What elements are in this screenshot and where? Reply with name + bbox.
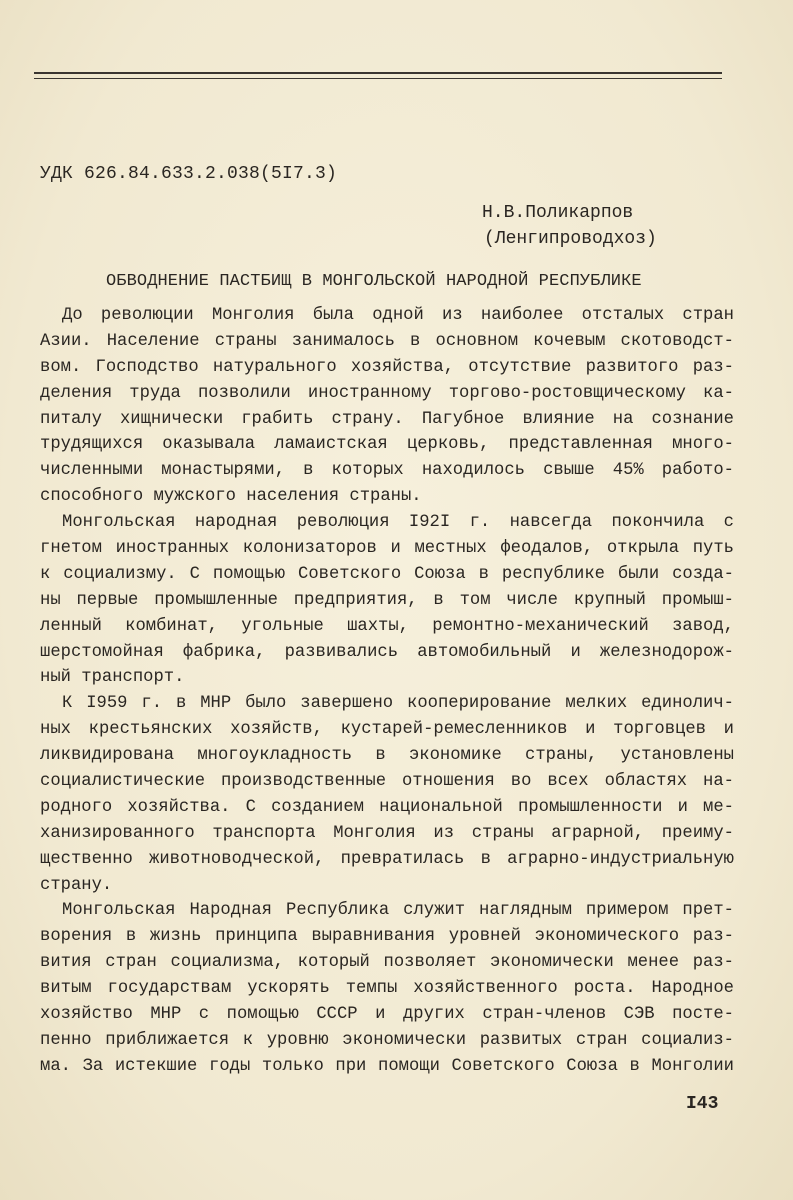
text-line: витым государствам ускорять темпы хозяйственного роста. Народное (40, 979, 734, 999)
text-line: ворения в жизнь принципа выравнивания уровней экономического раз- (40, 927, 734, 947)
text-line: пенно приближается к уровню экономически развитых стран социализ- (40, 1030, 734, 1050)
header-rule-thin (34, 78, 722, 79)
text-line: социалистические производственные отношения во всех областях на- (40, 772, 734, 792)
paragraph-4 (40, 898, 740, 1079)
text-line: ленный комбинат, угольные шахты, ремонтно-механический завод, (40, 616, 734, 636)
text-line: вом. Господство натурального хозяйства, отсутствие развитого раз- (40, 357, 734, 377)
text-line: К I959 г. в МНР было завершено кооперирование мелких единолич- (62, 694, 734, 714)
article-body (40, 303, 740, 1080)
text-line: ны первые промышленные предприятия, в том числе крупный промыш- (40, 590, 734, 610)
text-line: До революции Монголия была одной из наиболее отсталых стран (62, 306, 734, 325)
author-affiliation: (Ленгипроводхоз) (484, 229, 657, 249)
text-line: родного хозяйства. С созданием национальной промышленности и ме- (40, 797, 734, 817)
text-line: деления труда позволили иностранному торгово-ростовщическому ка- (40, 383, 734, 403)
text-line: ханизированного транспорта Монголия из страны аграрной, преиму- (40, 823, 734, 843)
text-line: Монгольская Народная Республика служит наглядным примером прет- (62, 901, 734, 921)
text-line: гнетом иностранных колонизаторов и местных феодалов, открыла путь (40, 539, 734, 559)
text-line: ных крестьянских хозяйств, кустарей-ремесленников и торговцев и (40, 720, 734, 740)
text-line: хозяйство МНР с помощью СССР и других стран-членов СЭВ посте- (40, 1005, 734, 1025)
text-line: к социализму. С помощью Советского Союза в республике были созда- (40, 564, 734, 584)
text-line: Азии. Население страны занималось в основном кочевым скотоводст- (40, 331, 734, 351)
text-line: шерстомойная фабрика, развивались автомобильный и железнодорож- (40, 642, 734, 662)
text-line: вития стран социализма, который позволяет экономически менее раз- (40, 953, 734, 973)
paragraph-1 (40, 303, 740, 510)
header-rule-thick (34, 72, 722, 74)
article-title: ОБВОДНЕНИЕ ПАСТБИЩ В МОНГОЛЬСКОЙ НАРОДНОЙ РЕСПУБЛИКЕ (106, 272, 642, 291)
text-line: ный транспорт. (40, 668, 185, 688)
paragraph-2 (40, 510, 740, 691)
author-name: Н.В.Поликарпов (482, 203, 634, 223)
text-line: Монгольская народная революция I92I г. навсегда покончила с (62, 513, 734, 533)
text-line: щественно животноводческой, превратилась в аграрно-индустриальную (40, 849, 734, 869)
text-line: способного мужского населения страны. (40, 487, 422, 507)
text-line: ликвидирована многоукладность в экономике страны, установлены (40, 746, 734, 766)
udc-code: УДК 626.84.633.2.038(5I7.3) (40, 164, 338, 184)
text-line: страну. (40, 875, 113, 895)
text-line: трудящихся оказывала ламаистская церковь, представленная много- (40, 435, 734, 455)
paragraph-3 (40, 691, 740, 898)
page-number: I43 (686, 1094, 719, 1114)
text-line: питалу хищнически грабить страну. Пагубное влияние на сознание (40, 409, 734, 429)
text-line: численными монастырями, в которых находилось свыше 45% работо- (40, 461, 734, 481)
text-line: ма. За истекшие годы только при помощи Советского Союза в Монголии (40, 1056, 734, 1076)
